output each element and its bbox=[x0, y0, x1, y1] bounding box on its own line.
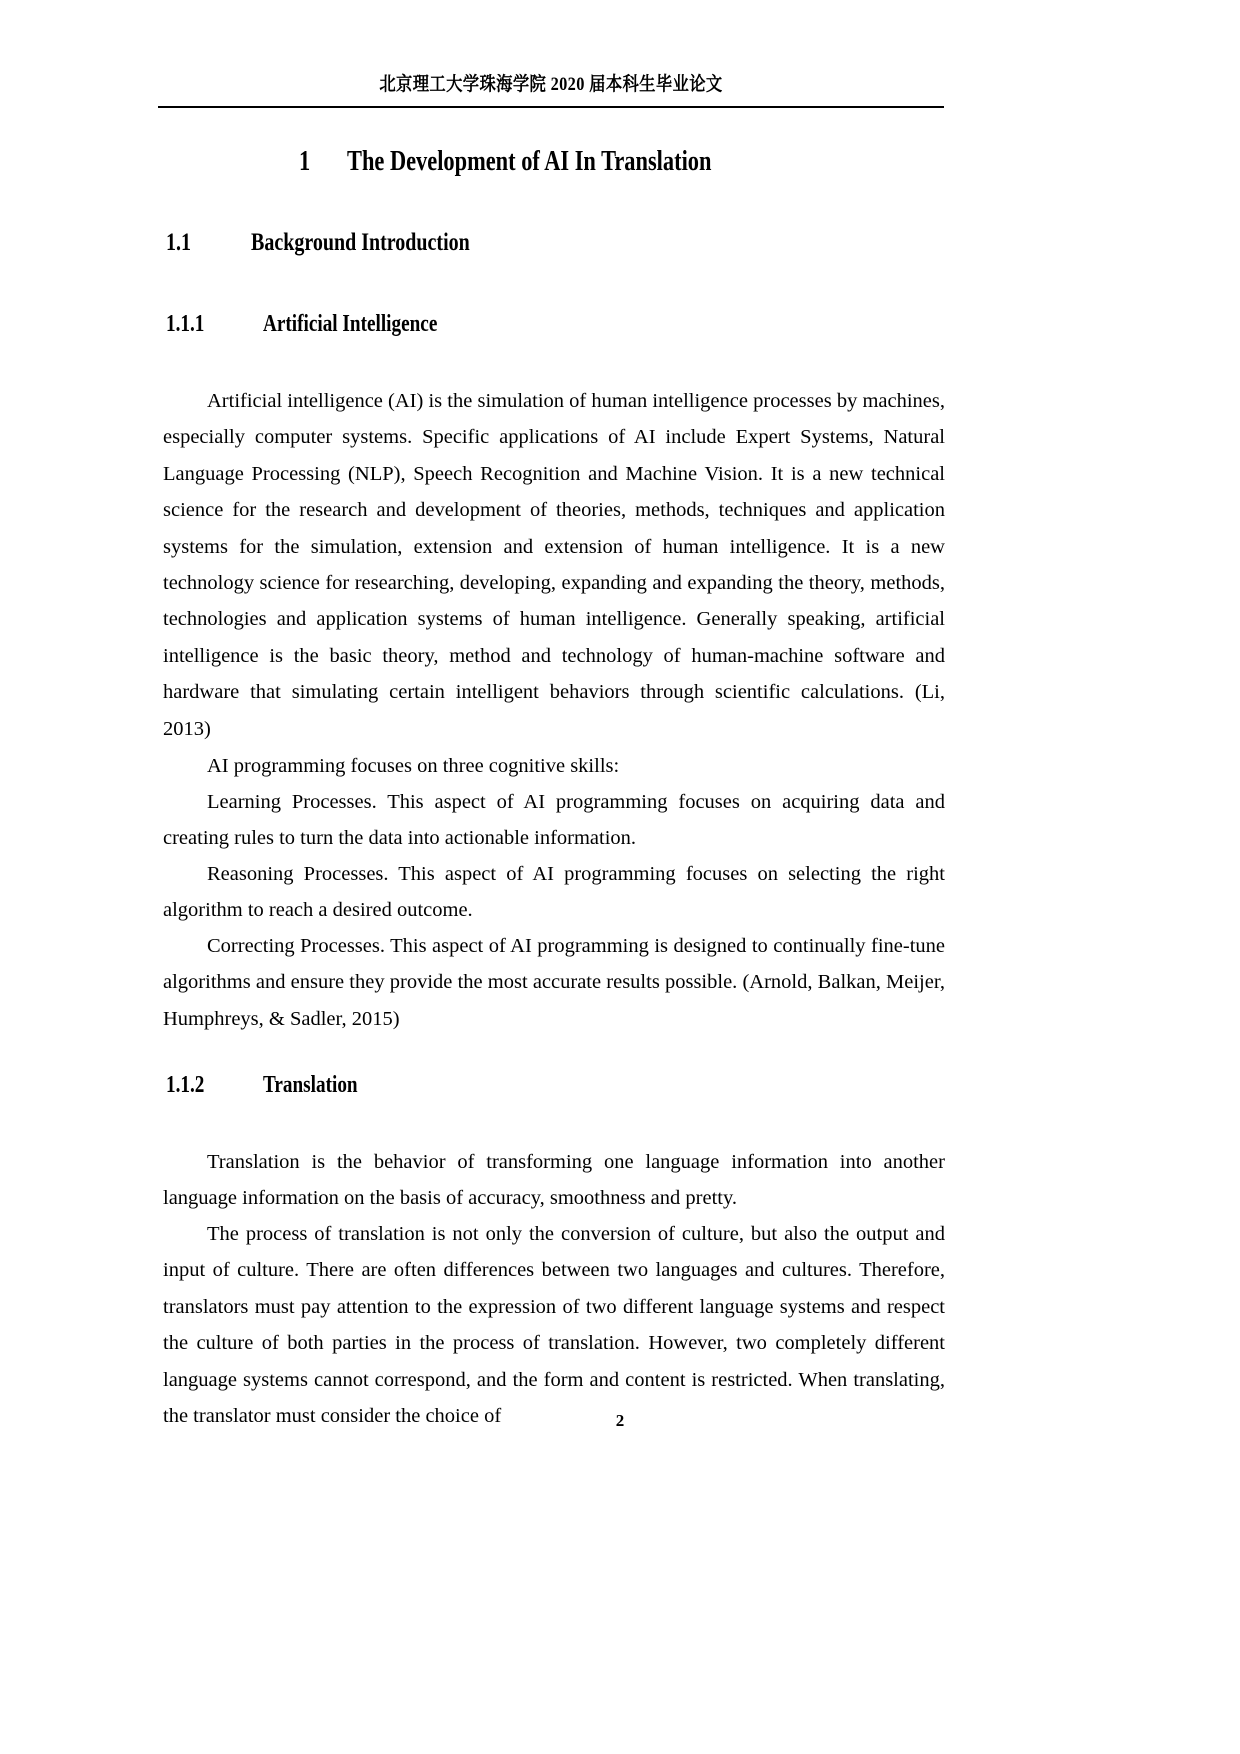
paragraph-ai-definition: Artificial intelligence (AI) is the simulation of human intelligence processes by machines, especially computer systems. Specific applications of AI include Expert Systems, Natural Language Processing (NLP), Speech Recognition and Machine Vision. It is a new technical science for the research and development of theories, methods, techniques and application systems for the simulation, extension and extension of human intelligence. It is a new technology science for researching, developing, expanding and expanding the theory, methods, technologies and application systems of human intelligence. Generally speaking, artificial intelligence is the basic theory, method and technology of human-machine software and hardware that simulating certain intelligent behaviors through scientific calculations. (Li, 2013) bbox=[163, 390, 945, 740]
page-number: 2 bbox=[615, 1411, 625, 1430]
subsection-heading-artificial-intelligence bbox=[166, 309, 481, 339]
paragraph-cognitive-skills-lead: AI programming focuses on three cognitive skills: bbox=[207, 755, 620, 777]
paragraph-learning-processes-wrap bbox=[163, 784, 945, 857]
running-header bbox=[158, 74, 944, 108]
paragraph-ai-definition-wrap bbox=[163, 383, 945, 747]
subsection-heading-translation bbox=[166, 1070, 381, 1100]
paragraph-learning-processes: Learning Processes. This aspect of AI programming focuses on acquiring data and creating rules to turn the data into actionable information. bbox=[163, 791, 945, 850]
subsection-number-ai: 1.1.1 bbox=[166, 311, 205, 337]
paragraph-translation-process-wrap bbox=[163, 1216, 945, 1434]
header-divider bbox=[158, 106, 944, 108]
running-header-text: 北京理工大学珠海学院 2020 届本科生毕业论文 bbox=[379, 74, 723, 95]
chapter-number: 1 bbox=[299, 146, 311, 177]
section-heading bbox=[166, 227, 524, 258]
subsection-title-translation: Translation bbox=[263, 1072, 358, 1098]
paragraph-reasoning-processes-wrap bbox=[163, 856, 945, 929]
paragraph-correcting-processes-wrap bbox=[163, 928, 945, 1037]
subsection-title-ai: Artificial Intelligence bbox=[263, 311, 438, 337]
paragraph-translation-process: The process of translation is not only the conversion of culture, but also the output and input of culture. There are often differences between two languages and cultures. Therefore, translators must pay attention to the expression of two different language systems and respect the culture of both parties in the process of translation. However, two completely different language systems cannot correspond, and the form and content is restricted. When translating, the translator must consider the choice of bbox=[163, 1223, 945, 1428]
section-number: 1.1 bbox=[166, 229, 191, 256]
chapter-title: The Development of AI In Translation bbox=[347, 146, 712, 177]
subsection-number-translation: 1.1.2 bbox=[166, 1072, 205, 1098]
section-title: Background Introduction bbox=[251, 229, 470, 256]
paragraph-correcting-processes: Correcting Processes. This aspect of AI programming is designed to continually fine-tune algorithms and ensure they provide the most accurate results possible. (Arnold, Balkan, Meijer, Humphreys, & Sadler, 2015) bbox=[163, 935, 945, 1030]
paragraph-translation-definition: Translation is the behavior of transforming one language information into another language information on the basis of accuracy, smoothness and pretty. bbox=[163, 1151, 945, 1210]
chapter-heading bbox=[158, 144, 944, 179]
paragraph-translation-definition-wrap bbox=[163, 1144, 945, 1217]
paragraph-reasoning-processes: Reasoning Processes. This aspect of AI programming focuses on selecting the right algorithm to reach a desired outcome. bbox=[163, 863, 945, 922]
paragraph-cognitive-skills-lead-wrap bbox=[163, 748, 945, 784]
